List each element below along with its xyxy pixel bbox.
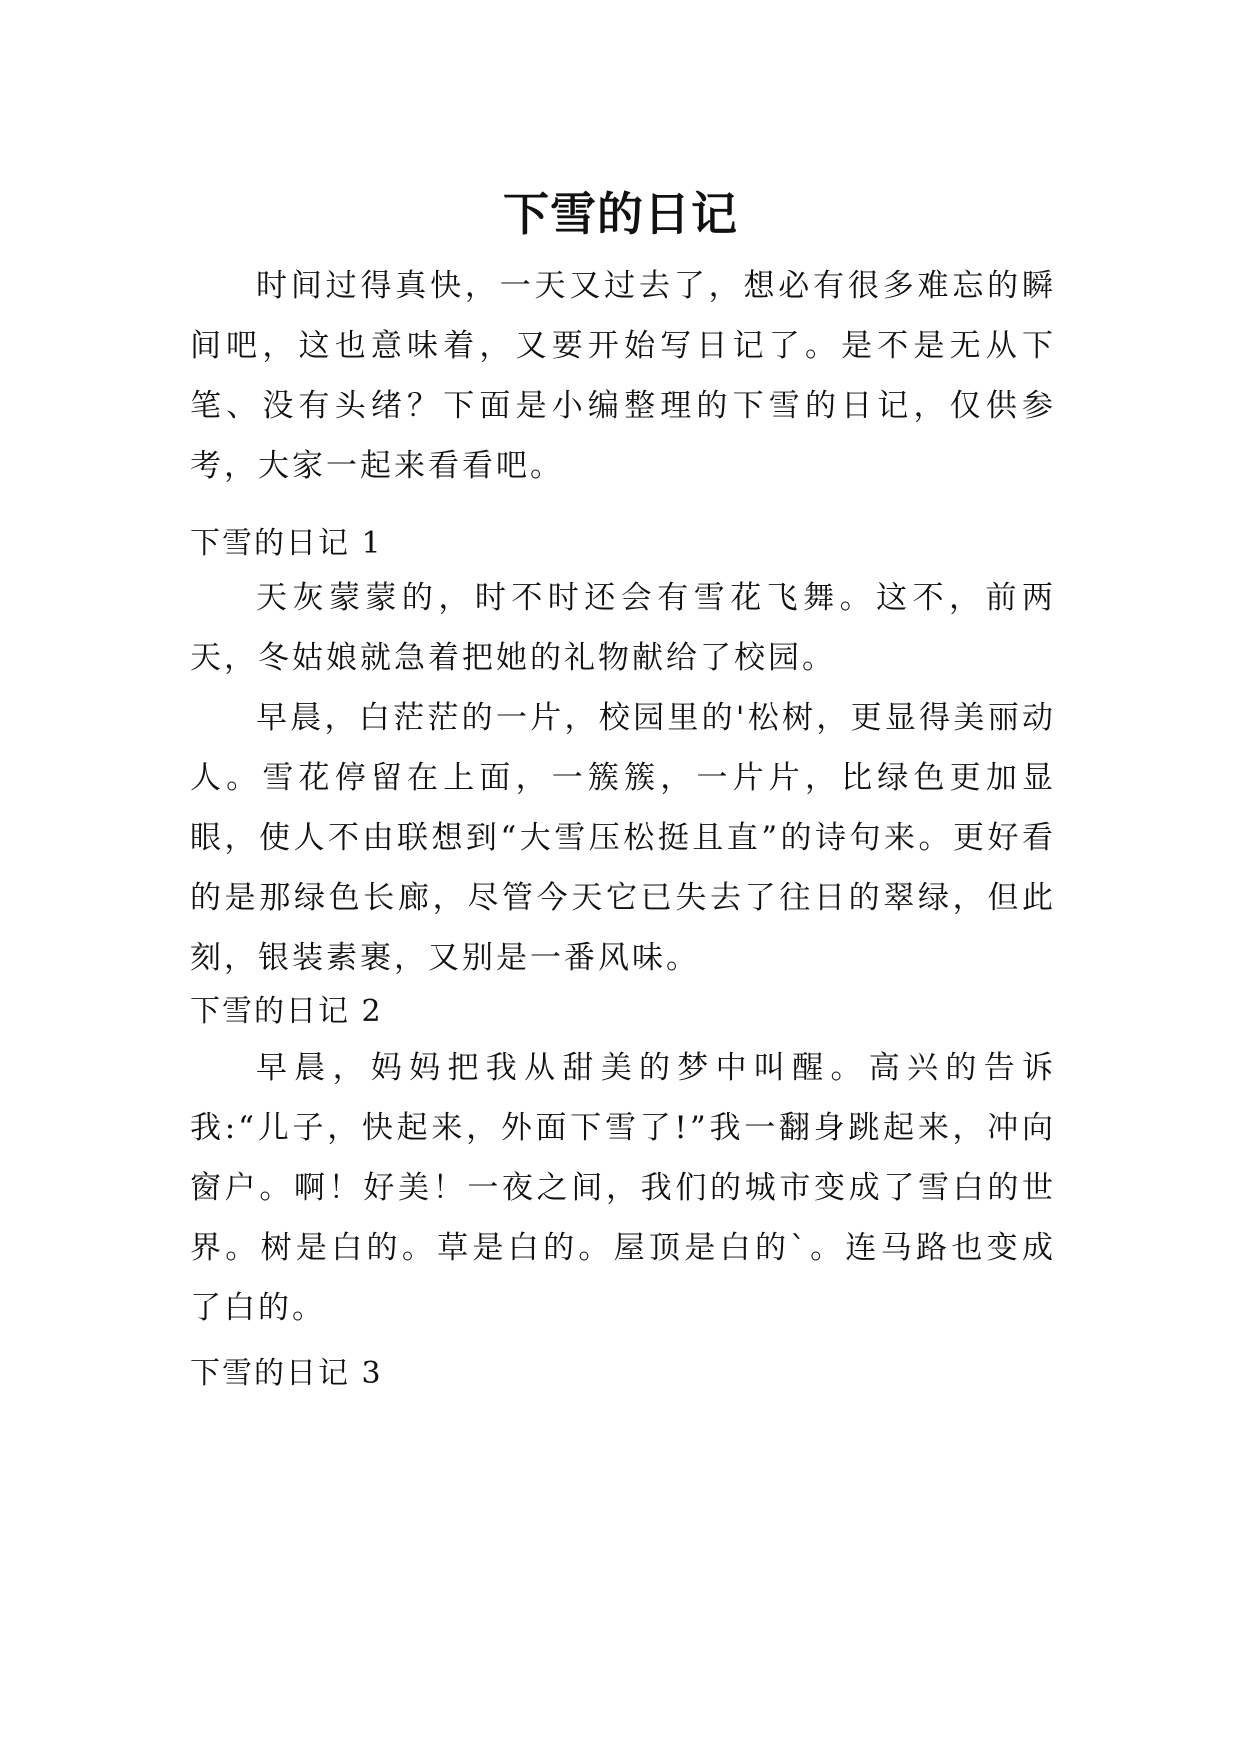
intro-block: [190, 256, 1056, 496]
section-1-paragraph-2: 早晨，白茫茫的一片，校园里的'松树，更显得美丽动人。雪花停留在上面，一簇簇，一片片，比绿色更加显眼，使人不由联想到“大雪压松挺且直”的诗句来。更好看的是那绿色长廊，尽管今天它已失去了往日的翠绿，但此刻，银装素裹，又别是一番风味。: [190, 700, 1056, 976]
section-1-heading: 下雪的日记 1: [190, 526, 383, 561]
section-2-heading: 下雪的日记 2: [190, 994, 383, 1029]
section-1-paragraph-1: 天灰蒙蒙的，时不时还会有雪花飞舞。这不，前两天，冬姑娘就急着把她的礼物献给了校园。: [190, 580, 1056, 676]
section-3-heading: 下雪的日记 3: [190, 1356, 383, 1391]
section-1-body: [190, 568, 1056, 988]
intro-paragraph: 时间过得真快，一天又过去了，想必有很多难忘的瞬间吧，这也意味着，又要开始写日记了。是不是无从下笔、没有头绪？下面是小编整理的下雪的日记，仅供参考，大家一起来看看吧。: [190, 268, 1056, 484]
document-title: 下雪的日记: [503, 186, 738, 241]
section-2-body: [190, 1038, 1056, 1338]
section-2-paragraph-1: 早晨，妈妈把我从甜美的梦中叫醒。高兴的告诉我:“儿子，快起来，外面下雪了!”我一翻身跳起来，冲向窗户。啊！好美！一夜之间，我们的城市变成了雪白的世界。树是白的。草是白的。屋顶是白的`。连马路也变成了白的。: [190, 1050, 1056, 1326]
